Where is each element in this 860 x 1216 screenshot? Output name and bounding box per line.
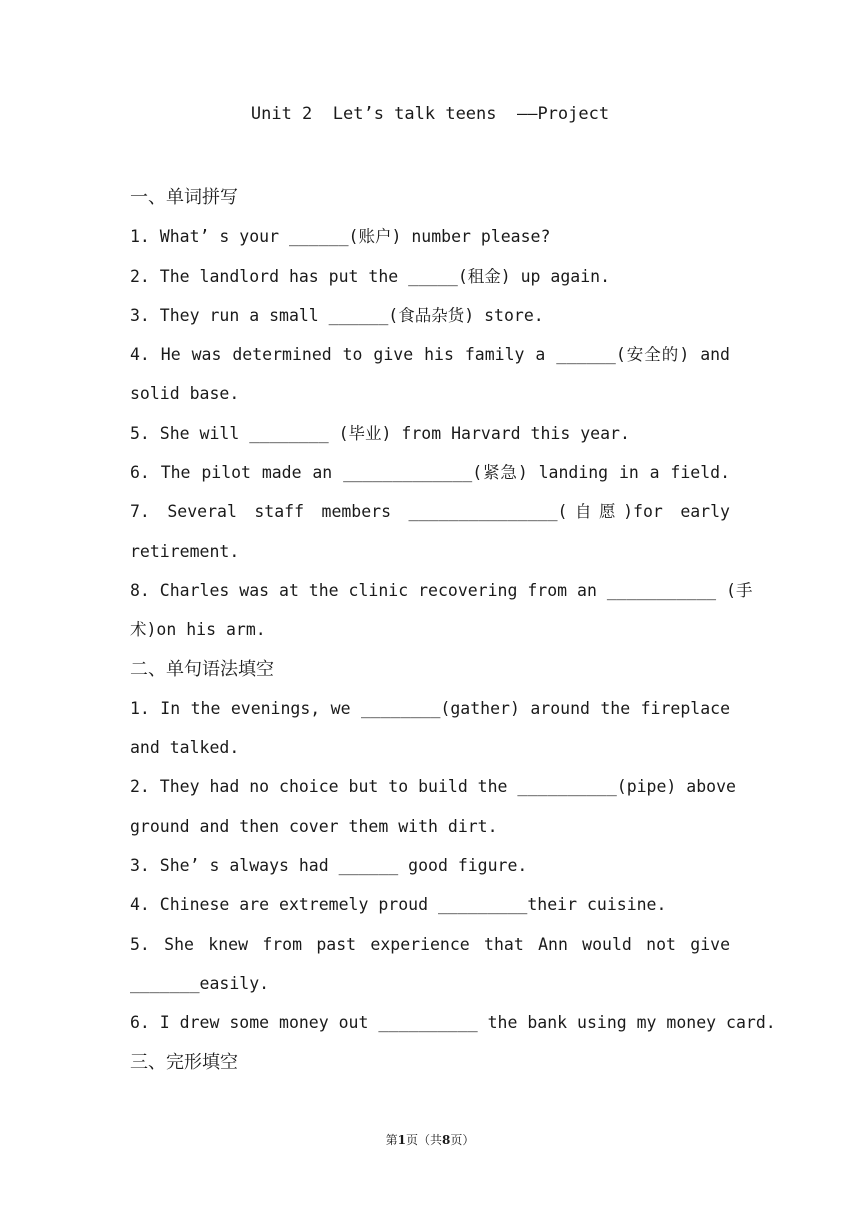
grammar-line: 3. She’ s always had ______ good figure. <box>130 856 528 876</box>
vocab-line: 术)on his arm. <box>130 620 266 640</box>
grammar-line: and talked. <box>130 738 240 758</box>
vocab-line: retirement. <box>130 541 240 561</box>
exercise-content <box>130 178 776 1082</box>
section-heading-vocab: 一、单词拼写 <box>130 187 238 208</box>
grammar-line: 2. They had no choice but to build the __________(pipe) above <box>130 777 736 797</box>
vocab-line: solid base. <box>130 384 240 404</box>
footer-suffix: 页） <box>450 1133 475 1147</box>
grammar-line: ground and then cover them with dirt. <box>130 816 498 836</box>
grammar-line: 4. Chinese are extremely proud _________their cuisine. <box>130 895 667 915</box>
footer-page-number: 1 <box>397 1133 406 1147</box>
vocab-line: 2. The landlord has put the _____(租金) up again. <box>130 266 611 286</box>
vocab-line: 4. He was determined to give his family a ______(安全的) and <box>130 345 730 365</box>
section-heading-cloze: 三、完形填空 <box>130 1051 238 1073</box>
grammar-line: _______easily. <box>130 973 270 993</box>
grammar-line: 5. She knew from past experience that Ann would not give <box>130 934 730 954</box>
vocab-line: 7. Several staff members _______________(自愿)for early <box>130 502 730 522</box>
grammar-line: 6. I drew some money out __________ the bank using my money card. <box>130 1013 776 1033</box>
vocab-line: 6. The pilot made an _____________(紧急) landing in a field. <box>130 463 730 483</box>
footer-middle: 页（共 <box>405 1133 442 1147</box>
section-heading-grammar: 二、单句语法填空 <box>130 658 274 680</box>
footer-prefix: 第 <box>385 1133 398 1147</box>
vocab-line: 5. She will ________ (毕业) from Harvard this year. <box>130 423 630 443</box>
vocab-line: 1. What’ s your ______(账户) number please? <box>130 227 551 247</box>
page-footer <box>0 1131 860 1148</box>
vocab-line: 8. Charles was at the clinic recovering from an ___________ (手 <box>130 580 753 600</box>
footer-page-total: 8 <box>442 1133 451 1147</box>
page-title: Unit 2 Let’s talk teens ——Project <box>250 104 610 124</box>
grammar-line: 1. In the evenings, we ________(gather) around the fireplace <box>130 698 730 718</box>
vocab-line: 3. They run a small ______(食品杂货) store. <box>130 305 544 325</box>
